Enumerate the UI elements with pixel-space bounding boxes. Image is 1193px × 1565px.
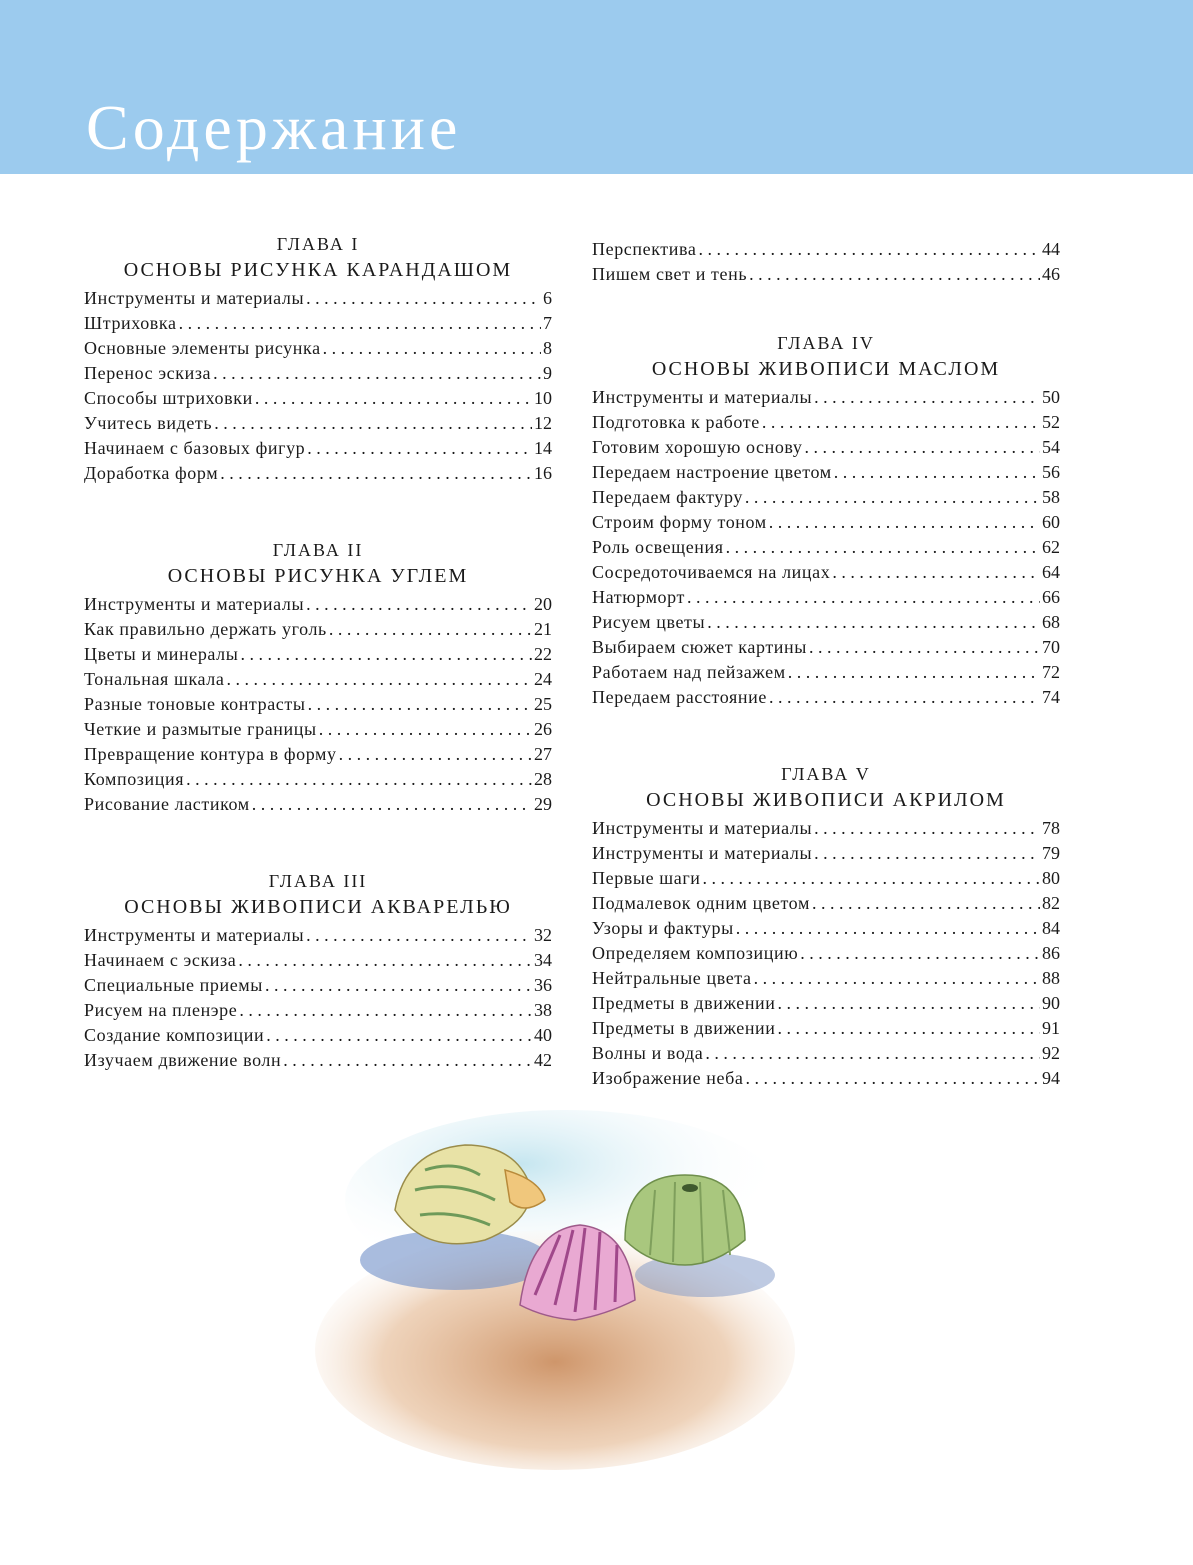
toc-entry-label: Подготовка к работе	[592, 412, 760, 432]
toc-entry[interactable]	[592, 916, 1060, 941]
toc-entry[interactable]	[84, 642, 552, 667]
dot-leader	[238, 948, 532, 973]
dot-leader	[213, 361, 541, 386]
dot-leader	[703, 866, 1040, 891]
chapter-title: ОСНОВЫ ЖИВОПИСИ АКВАРЕЛЬЮ	[124, 896, 512, 918]
dot-leader	[319, 717, 532, 742]
dot-leader	[307, 436, 532, 461]
chapter-number: ГЛАВА IV	[777, 333, 875, 353]
dot-leader	[252, 792, 532, 817]
chapter-title: ОСНОВЫ ЖИВОПИСИ МАСЛОМ	[651, 358, 1001, 380]
dot-leader	[323, 336, 541, 361]
dot-leader	[832, 560, 1040, 585]
toc-entry-page: 28	[534, 769, 552, 789]
chapter-number: ГЛАВА I	[276, 234, 360, 254]
dot-leader	[788, 660, 1040, 685]
toc-entry-label: Натюрморт	[592, 587, 685, 607]
toc-entry-page: 80	[1042, 868, 1060, 888]
toc-entry[interactable]	[84, 973, 552, 998]
toc-entry[interactable]	[592, 1066, 1060, 1091]
toc-entry-label: Передаем расстояние	[592, 687, 767, 707]
toc-entry-page: 92	[1042, 1043, 1060, 1063]
toc-entry-page: 22	[534, 644, 552, 664]
toc-entry-label: Рисование ластиком	[84, 794, 250, 814]
toc-entry[interactable]	[592, 585, 1060, 610]
dot-leader	[754, 966, 1040, 991]
seashells-illustration	[305, 1090, 805, 1470]
chapter-section	[84, 232, 552, 486]
toc-entry-label: Пишем свет и тень	[592, 264, 748, 284]
dot-leader	[707, 610, 1040, 635]
chapter-number: ГЛАВА III	[268, 871, 368, 891]
toc-entry-page: 74	[1042, 687, 1060, 707]
toc-entry[interactable]	[84, 948, 552, 973]
dot-leader	[226, 667, 532, 692]
toc-entry-label: Передаем фактуру	[592, 487, 743, 507]
toc-entry[interactable]	[592, 460, 1060, 485]
toc-entry-page: 24	[534, 669, 552, 689]
dot-leader	[698, 237, 1040, 262]
toc-entry[interactable]	[592, 485, 1060, 510]
toc-entry[interactable]	[592, 610, 1060, 635]
dot-leader	[814, 385, 1040, 410]
dot-leader	[769, 510, 1040, 535]
toc-entry-page: 34	[534, 950, 552, 970]
toc-entry[interactable]	[84, 461, 552, 486]
toc-entry[interactable]	[84, 286, 552, 311]
dot-leader	[705, 1041, 1040, 1066]
toc-entry-label: Специальные приемы	[84, 975, 263, 995]
toc-entry-page: 10	[534, 388, 552, 408]
toc-entry-page: 86	[1042, 943, 1060, 963]
dot-leader	[726, 535, 1040, 560]
toc-entry-page: 79	[1042, 843, 1060, 863]
dot-leader	[769, 685, 1040, 710]
toc-entry-page: 50	[1042, 387, 1060, 407]
toc-entry-page: 9	[543, 363, 552, 383]
dot-leader	[239, 998, 532, 1023]
dot-leader	[255, 386, 532, 411]
toc-entry-page: 16	[534, 463, 552, 483]
dot-leader	[814, 816, 1040, 841]
toc-entry-label: Учитесь видеть	[84, 413, 213, 433]
toc-entry[interactable]	[592, 560, 1060, 585]
toc-entry-label: Перенос эскиза	[84, 363, 212, 383]
chapter-section	[84, 869, 552, 1073]
toc-entry-label: Роль освещения	[592, 537, 724, 557]
toc-entry[interactable]	[84, 436, 552, 461]
toc-entry-page: 6	[543, 288, 552, 308]
toc-entry-label: Четкие и размытые границы	[84, 719, 317, 739]
dot-leader	[214, 411, 532, 436]
toc-entry[interactable]	[84, 742, 552, 767]
toc-entry[interactable]	[84, 667, 552, 692]
toc-entry[interactable]	[592, 966, 1060, 991]
toc-entry-label: Инструменты и материалы	[84, 288, 305, 308]
toc-entry-page: 25	[534, 694, 552, 714]
toc-entry[interactable]	[592, 237, 1060, 262]
toc-entry-page: 91	[1042, 1018, 1060, 1038]
toc-entry-page: 21	[534, 619, 552, 639]
toc-entry[interactable]	[84, 336, 552, 361]
dot-leader	[736, 916, 1040, 941]
toc-entry-page: 90	[1042, 993, 1060, 1013]
chapter-section	[84, 538, 552, 817]
dot-leader	[809, 635, 1040, 660]
toc-entry-label: Изображение неба	[592, 1068, 744, 1088]
toc-entry-label: Перспектива	[592, 239, 697, 259]
dot-leader	[306, 923, 532, 948]
dot-leader	[762, 410, 1040, 435]
toc-entry-page: 78	[1042, 818, 1060, 838]
toc-entry-label: Инструменты и материалы	[592, 387, 813, 407]
dot-leader	[749, 262, 1040, 287]
toc-entry-label: Инструменты и материалы	[592, 843, 813, 863]
dot-leader	[339, 742, 532, 767]
toc-entry-page: 56	[1042, 462, 1060, 482]
toc-entry-label: Тональная шкала	[84, 669, 225, 689]
toc-entry-label: Предметы в движении	[592, 993, 776, 1013]
toc-entry-label: Определяем композицию	[592, 943, 799, 963]
toc-left-column	[84, 232, 552, 1125]
dot-leader	[306, 286, 541, 311]
toc-entry-page: 66	[1042, 587, 1060, 607]
dot-leader	[283, 1048, 532, 1073]
toc-entry[interactable]	[592, 866, 1060, 891]
toc-entry[interactable]	[592, 1041, 1060, 1066]
toc-entry-label: Рисуем цветы	[592, 612, 706, 632]
chapter-title: ОСНОВЫ ЖИВОПИСИ АКРИЛОМ	[646, 789, 1006, 811]
toc-entry[interactable]	[592, 660, 1060, 685]
toc-entry-label: Первые шаги	[592, 868, 701, 888]
dot-leader	[266, 1023, 532, 1048]
toc-entry-page: 52	[1042, 412, 1060, 432]
toc-entry[interactable]	[84, 617, 552, 642]
toc-entry-label: Строим форму тоном	[592, 512, 767, 532]
dot-leader	[814, 841, 1040, 866]
toc-entry[interactable]	[592, 685, 1060, 710]
dot-leader	[800, 941, 1040, 966]
dot-leader	[265, 973, 532, 998]
toc-entry-page: 20	[534, 594, 552, 614]
dot-leader	[240, 642, 532, 667]
toc-entry-page: 94	[1042, 1068, 1060, 1088]
chapter-title: ОСНОВЫ РИСУНКА УГЛЕМ	[167, 565, 469, 587]
dot-leader	[220, 461, 532, 486]
dot-leader	[805, 435, 1040, 460]
toc-entry-label: Изучаем движение волн	[84, 1050, 282, 1070]
toc-entry[interactable]	[84, 1048, 552, 1073]
toc-entry-page: 42	[534, 1050, 552, 1070]
toc-entry[interactable]	[592, 435, 1060, 460]
toc-entry[interactable]	[84, 717, 552, 742]
toc-entry-label: Узоры и фактуры	[592, 918, 734, 938]
toc-entry[interactable]	[84, 1023, 552, 1048]
toc-entry[interactable]	[592, 262, 1060, 287]
toc-entry[interactable]	[84, 311, 552, 336]
toc-entry-label: Волны и вода	[592, 1043, 704, 1063]
toc-entry-label: Цветы и минералы	[84, 644, 239, 664]
toc-entry-label: Доработка форм	[84, 463, 219, 483]
dot-leader	[778, 1016, 1040, 1041]
dot-leader	[778, 991, 1040, 1016]
toc-entry-page: 60	[1042, 512, 1060, 532]
toc-entry-page: 70	[1042, 637, 1060, 657]
toc-entry-label: Композиция	[84, 769, 185, 789]
dot-leader	[306, 592, 532, 617]
toc-entry-label: Предметы в движении	[592, 1018, 776, 1038]
toc-entry-page: 82	[1042, 893, 1060, 913]
toc-entry[interactable]	[592, 410, 1060, 435]
toc-entry-page: 32	[534, 925, 552, 945]
chapter-number: ГЛАВА V	[781, 764, 871, 784]
chapter-continuation	[592, 237, 1060, 287]
toc-entry-page: 68	[1042, 612, 1060, 632]
toc-entry[interactable]	[84, 998, 552, 1023]
toc-entry-label: Инструменты и материалы	[84, 594, 305, 614]
toc-entry[interactable]	[84, 792, 552, 817]
toc-entry[interactable]	[592, 816, 1060, 841]
toc-entry[interactable]	[592, 1016, 1060, 1041]
toc-entry[interactable]	[592, 535, 1060, 560]
toc-entry-label: Подмалевок одним цветом	[592, 893, 810, 913]
toc-entry-label: Рисуем на пленэре	[84, 1000, 238, 1020]
toc-entry-label: Разные тоновые контрасты	[84, 694, 306, 714]
toc-entry-page: 38	[534, 1000, 552, 1020]
toc-entry-label: Штриховка	[84, 313, 177, 333]
toc-entry-label: Способы штриховки	[84, 388, 253, 408]
dot-leader	[687, 585, 1040, 610]
toc-entry-label: Как правильно держать уголь	[84, 619, 327, 639]
toc-entry-page: 64	[1042, 562, 1060, 582]
toc-entry-label: Основные элементы рисунка	[84, 338, 321, 358]
toc-entry[interactable]	[84, 386, 552, 411]
toc-entry[interactable]	[592, 991, 1060, 1016]
toc-entry-label: Начинаем с базовых фигур	[84, 438, 306, 458]
toc-entry-page: 29	[534, 794, 552, 814]
chapter-title: ОСНОВЫ РИСУНКА КАРАНДАШОМ	[123, 259, 513, 281]
toc-entry-page: 58	[1042, 487, 1060, 507]
toc-entry-page: 88	[1042, 968, 1060, 988]
toc-entry[interactable]	[592, 510, 1060, 535]
dot-leader	[834, 460, 1040, 485]
toc-entry-page: 8	[543, 338, 552, 358]
toc-entry-label: Сосредоточиваемся на лицах	[592, 562, 831, 582]
toc-entry-label: Нейтральные цвета	[592, 968, 752, 988]
dot-leader	[745, 485, 1040, 510]
toc-entry[interactable]	[592, 635, 1060, 660]
toc-entry-label: Готовим хорошую основу	[592, 437, 803, 457]
dot-leader	[812, 891, 1040, 916]
toc-entry-label: Превращение контура в форму	[84, 744, 337, 764]
toc-entry-page: 14	[534, 438, 552, 458]
toc-entry-page: 84	[1042, 918, 1060, 938]
toc-entry-label: Выбираем сюжет картины	[592, 637, 807, 657]
toc-entry-page: 72	[1042, 662, 1060, 682]
toc-entry[interactable]	[592, 385, 1060, 410]
toc-entry-label: Инструменты и материалы	[592, 818, 813, 838]
toc-entry[interactable]	[84, 592, 552, 617]
toc-entry-label: Работаем над пейзажем	[592, 662, 786, 682]
toc-entry-page: 62	[1042, 537, 1060, 557]
toc-entry[interactable]	[592, 891, 1060, 916]
toc-entry-page: 7	[543, 313, 552, 333]
page-title: Содержание	[86, 92, 462, 163]
toc-entry-page: 36	[534, 975, 552, 995]
toc-entry-page: 12	[534, 413, 552, 433]
toc-entry[interactable]	[84, 692, 552, 717]
toc-entry[interactable]	[84, 923, 552, 948]
urchin-drawing	[625, 1175, 745, 1265]
toc-right-column	[592, 237, 1060, 1143]
toc-entry-label: Создание композиции	[84, 1025, 265, 1045]
chapter-number: ГЛАВА II	[272, 540, 364, 560]
toc-entry-page: 54	[1042, 437, 1060, 457]
toc-entry-page: 46	[1042, 264, 1060, 284]
dot-leader	[329, 617, 532, 642]
toc-entry[interactable]	[84, 411, 552, 436]
toc-entry-page: 44	[1042, 239, 1060, 259]
toc-entry[interactable]	[84, 361, 552, 386]
toc-entry[interactable]	[592, 841, 1060, 866]
toc-entry-page: 40	[534, 1025, 552, 1045]
toc-entry[interactable]	[592, 941, 1060, 966]
chapter-section	[592, 331, 1060, 710]
dot-leader	[308, 692, 532, 717]
chapter-section	[592, 762, 1060, 1091]
dot-leader	[179, 311, 541, 336]
toc-entry[interactable]	[84, 767, 552, 792]
dot-leader	[186, 767, 532, 792]
toc-entry-label: Инструменты и материалы	[84, 925, 305, 945]
toc-entry-page: 27	[534, 744, 552, 764]
toc-entry-page: 26	[534, 719, 552, 739]
toc-entry-label: Передаем настроение цветом	[592, 462, 832, 482]
toc-entry-label: Начинаем с эскиза	[84, 950, 237, 970]
dot-leader	[745, 1066, 1040, 1091]
